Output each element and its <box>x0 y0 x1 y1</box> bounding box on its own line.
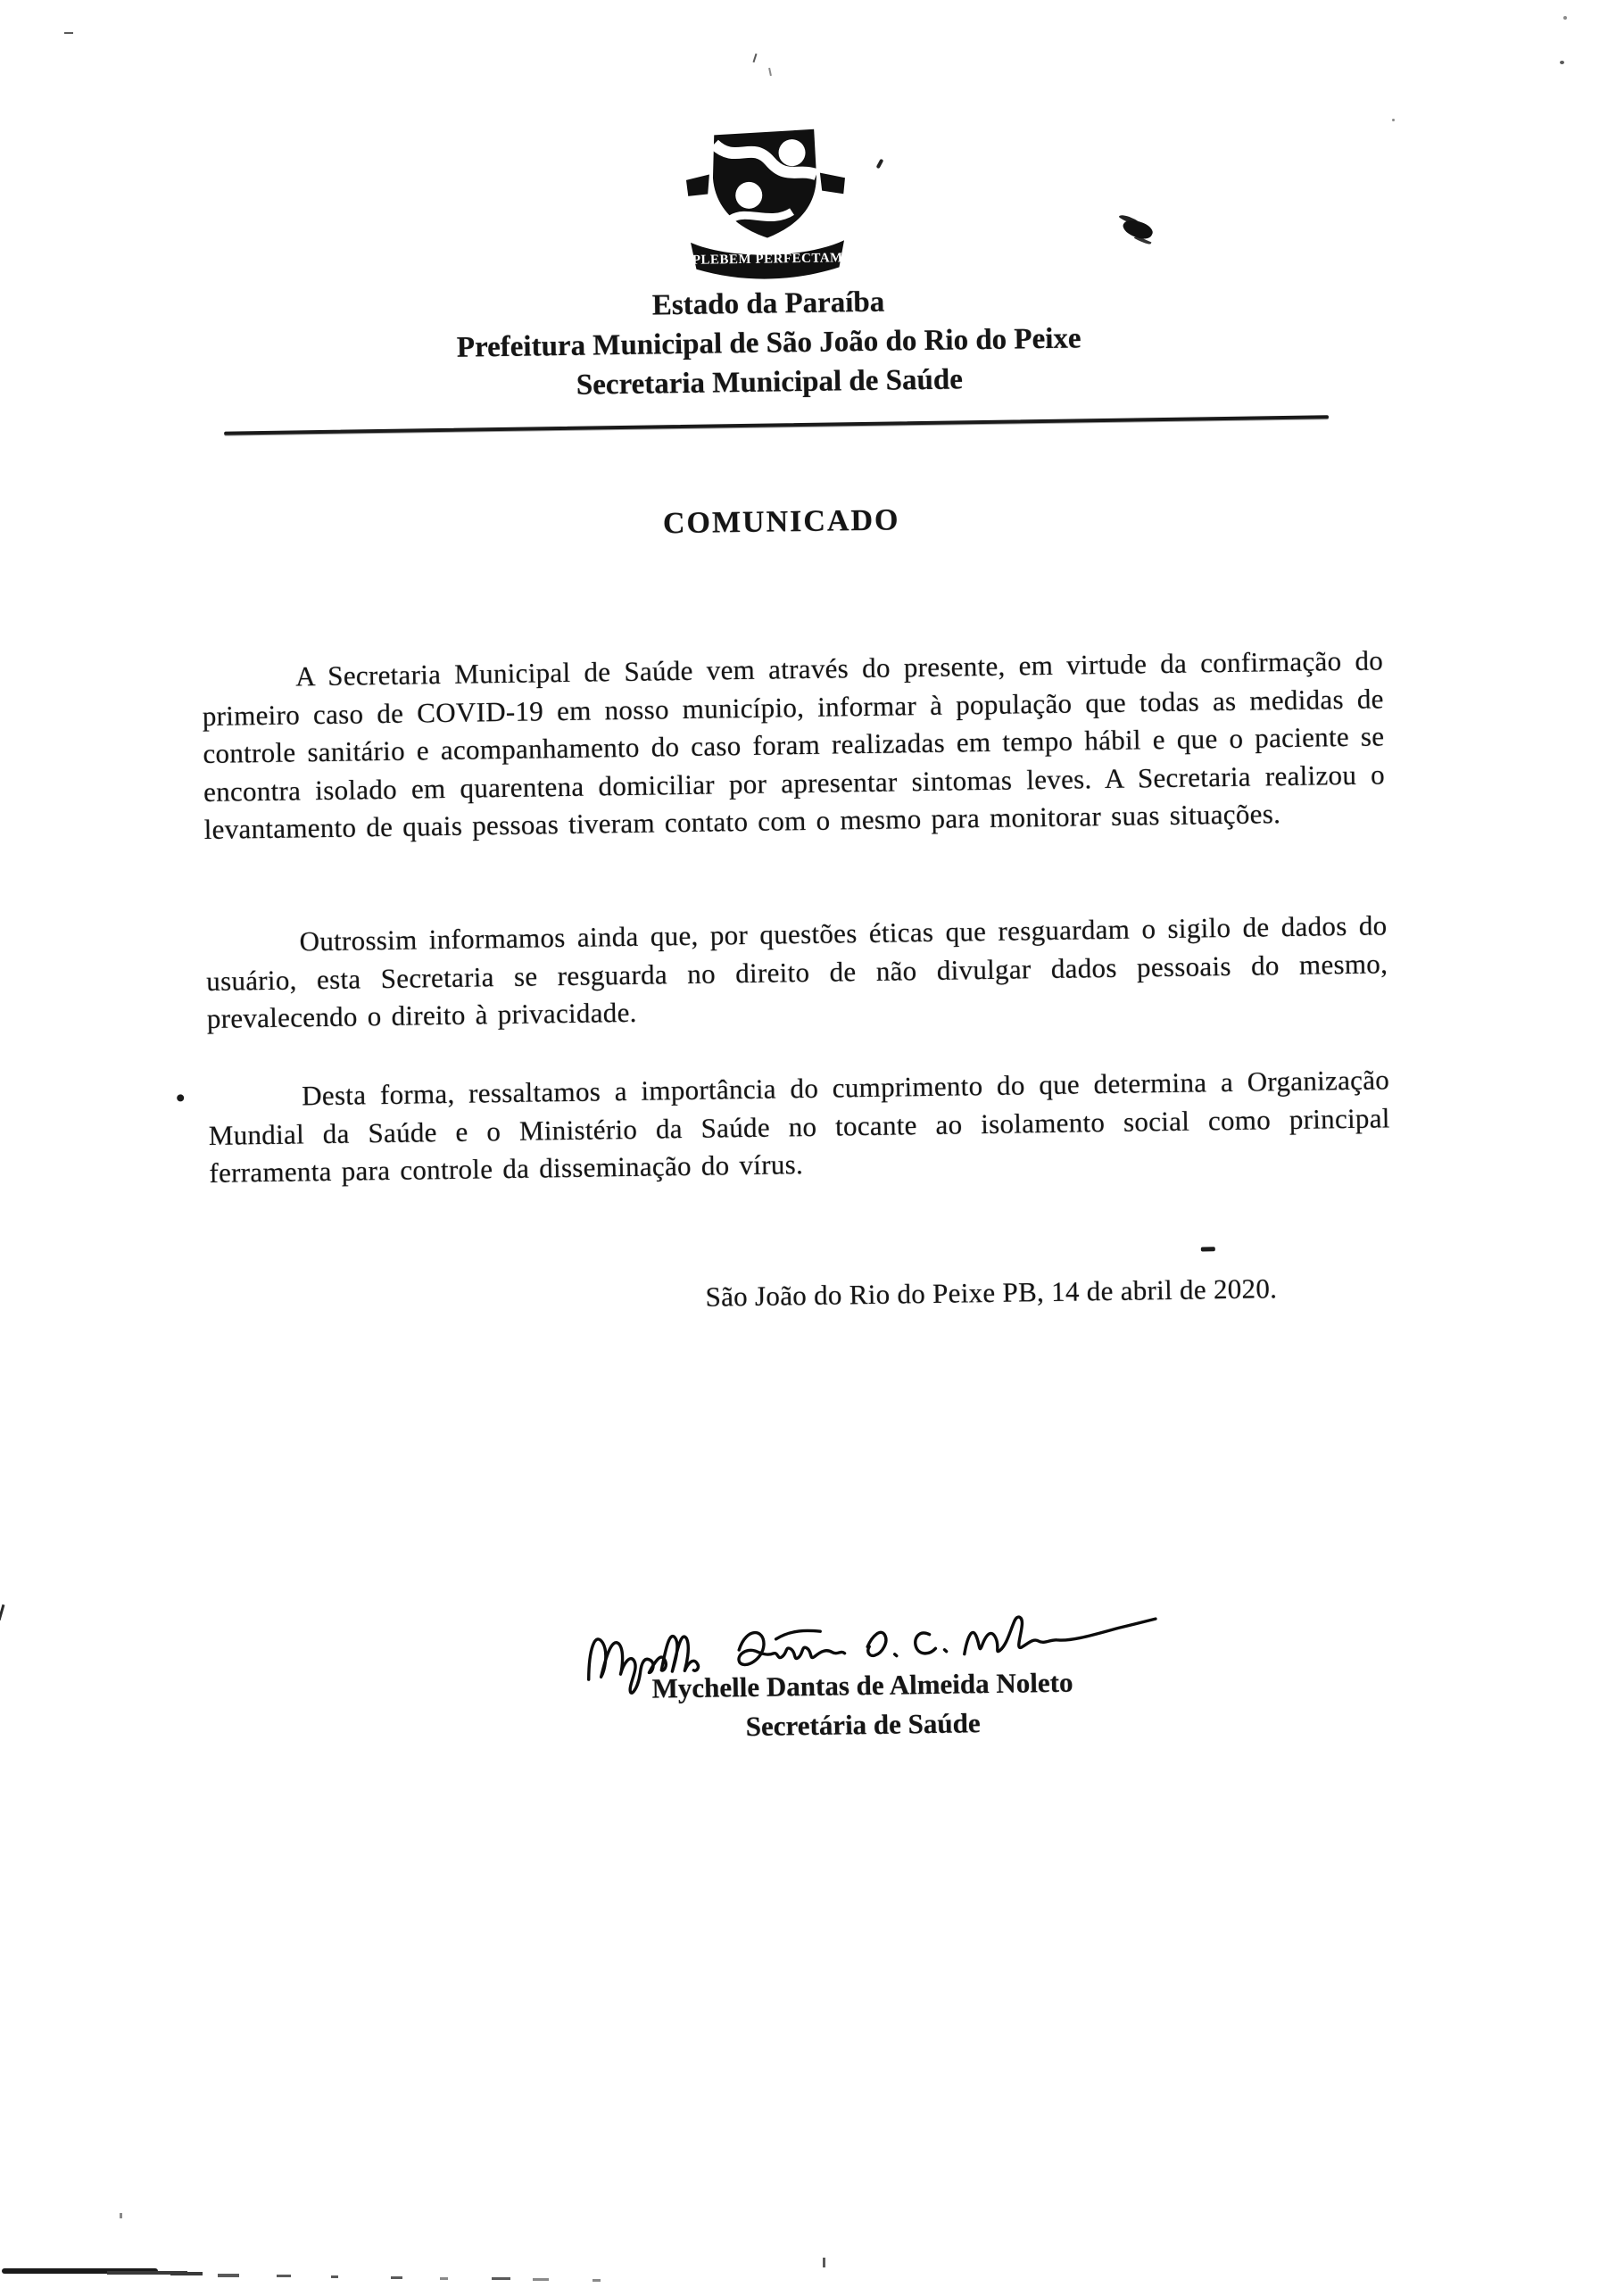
shield <box>685 128 846 239</box>
signatory-role: Secretária de Saúde <box>745 1707 981 1743</box>
letterhead-state: Estado da Paraíba <box>651 286 885 322</box>
header-divider <box>224 415 1329 435</box>
emblem-motto: PLEBEM PERFECTAM <box>692 251 843 268</box>
paragraph-1: A Secretaria Municipal de Saúde vem através do presente, em virtude da confirmação do primeiro caso de COVID-19 em nosso município, informar à população que todas as medidas de controle sanitário e acompanhamento do caso foram realizadas em tempo hábil e que o paciente se encontra isolado em quarentena domiciliar por apresentar sintomas leves. A Secretaria realizou o levantamento de quais pessoas tiveram contato com o mesmo para monitorar suas situações. <box>202 644 1386 845</box>
stray-dash <box>1201 1247 1215 1251</box>
motto-banner <box>691 240 845 280</box>
letterhead-department: Secretaria Municipal de Saúde <box>576 363 964 402</box>
letterhead-municipality: Prefeitura Municipal de São João do Rio do Peixe <box>456 322 1081 364</box>
document-title: COMUNICADO <box>662 503 900 541</box>
paragraph-2: Outrossim informamos ainda que, por questões éticas que resguardam o sigilo de dados do usuário, esta Secretaria se resguarda no direito de não divulgar dados pessoais do mesmo, prevalecendo o direito à privacidade. <box>205 909 1388 1034</box>
stray-dot <box>177 1094 184 1101</box>
paragraph-3: Desta forma, ressaltamos a importância do cumprimento do que determina a Organização Mundial da Saúde e o Ministério da Saúde no tocante ao isolamento social como principal ferramenta para controle da disseminação do vírus. <box>208 1064 1390 1189</box>
signatory-name: Mychelle Dantas de Almeida Noleto <box>651 1666 1073 1704</box>
dateline: São João do Rio do Peixe PB, 14 de abril de 2020. <box>705 1272 1278 1313</box>
coat-of-arms <box>684 122 850 284</box>
